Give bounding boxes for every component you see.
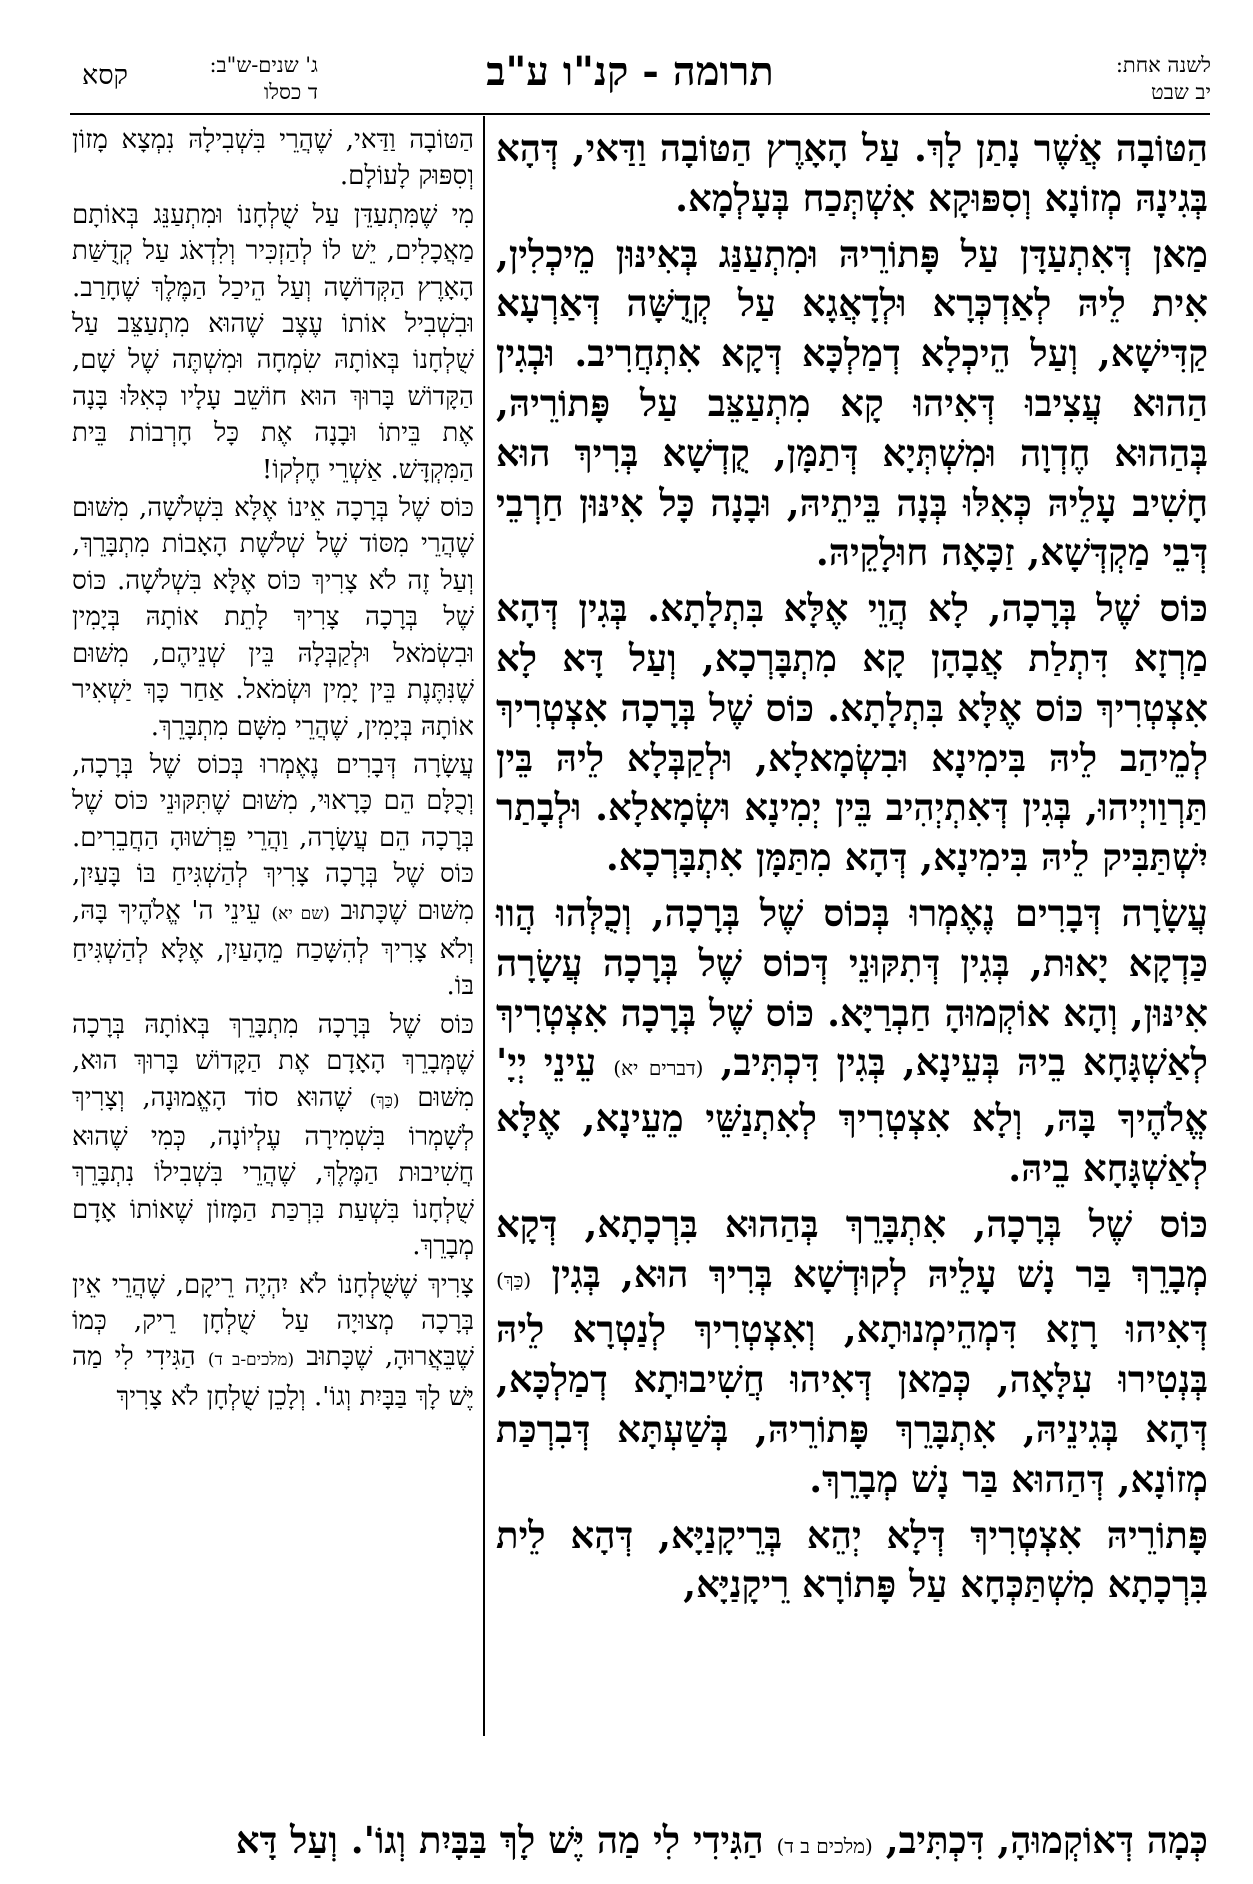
side-paragraph-text: הַטּוֹבָה וַדַּאי, שֶׁהֲרֵי בִּשְׁבִילָהּ נִמְצָא מָזוֹן וְסִפּוּק לָעוֹלָם. — [72, 125, 474, 192]
footer-text: הַגִּידִי לִי מַה יֶּשׁ לָךְ בַּבָּיִת וְגוֹ'. וְעַל דָּא — [235, 1818, 764, 1862]
main-paragraph — [496, 1200, 1208, 1505]
side-paragraph — [72, 490, 474, 745]
translation-column — [72, 122, 474, 1417]
header-schedule-three-years — [168, 52, 318, 106]
main-paragraph-text: הַטּוֹבָה אֲשֶׁר נָתַן לָךְ. עַל הָאָרֶץ הַטּוֹבָה וַדַּאי, דְּהָא בְּגִינָהּ מְזוֹנָא וְסִפּוּקָא אִשְׁתְּכַח בְּעָלְמָא. — [496, 126, 1208, 220]
side-paragraph-text: מִי שֶׁמִּתְעַדֵּן עַל שֻׁלְחָנוֹ וּמִתְעַנֵּג בְּאוֹתָם מַאֲכָלִים, יֵשׁ לוֹ לְהַזְכִּיר וְלִדְאֹג עַל קְדֻשַּׁת הָאָרֶץ הַקְּדוֹשָׁה וְעַל הֵיכַל הַמֶּלֶךְ שֶׁחָרַב. וּבִשְׁבִיל אוֹתוֹ עֶצֶב שֶׁהוּא מִתְעַצֵּב עַל שֻׁלְחָנוֹ בְּאוֹתָהּ שִׂמְחָה וּמִשְׁתֶּה שֶׁל שָׁם, הַקָּדוֹשׁ בָּרוּךְ הוּא חוֹשֵׁב עָלָיו כְּאִלּוּ בָּנָה אֶת בֵּיתוֹ וּבָנָה אֶת כָּל חָרְבוֹת בֵּית הַמִּקְדָּשׁ. אַשְׁרֵי חֶלְקוֹ! — [72, 199, 474, 485]
side-paragraph — [72, 1007, 474, 1265]
header-schedule-one-year — [1011, 52, 1211, 106]
verse-reference: (כַּךְ) — [369, 1090, 400, 1111]
side-paragraph — [72, 1267, 474, 1416]
side-paragraph-text: שֶׁהוּא סוֹד הָאֱמוּנָה, וְצָרִיךְ לְשָׁמְרוֹ בִּשְׁמִירָה עֶלְיוֹנָה, כְּמִי שֶׁהוּא חֲשִׁיבוּת הַמֶּלֶךְ, שֶׁהֲרֵי בִּשְׁבִילוֹ נִתְבָּרֵךְ שֻׁלְחָנוֹ בִּשְׁעַת בִּרְכַּת הַמָּזוֹן שֶׁאוֹתוֹ אָדָם מְבָרֵךְ. — [72, 1082, 474, 1262]
page-number: קסא — [82, 60, 129, 91]
main-paragraph — [496, 1511, 1208, 1611]
header-divider — [70, 113, 1210, 115]
header-left-line1: ג' שנים-ש"ב: — [209, 53, 318, 77]
side-paragraph-text: הַגִּידִי לִי מַה יֶּשׁ לָךְ בַּבָּיִת וְגוֹ'. וְלָכֵן שֻׁלְחָן לֹא צָרִיךְ — [72, 1342, 474, 1412]
side-paragraph-text: כּוֹס שֶׁל בְּרָכָה מִתְבָּרֵךְ בְּאוֹתָהּ בְּרָכָה שֶׁמְּבָרֵךְ הָאָדָם אֶת הַקָּדוֹשׁ בָּרוּךְ הוּא, מִשּׁוּם — [72, 1009, 475, 1113]
main-paragraph — [496, 584, 1208, 883]
header-left-line2: ד כסלו — [263, 80, 318, 104]
side-paragraph — [72, 197, 474, 488]
column-divider — [483, 116, 485, 1736]
main-paragraph-text: פָּתוֹרֵיהּ אִצְטְרִיךְ דְּלָא יְהֵא בְּרֵיקָנַיָּא, דְּהָא לֵית בִּרְכָתָא מִשְׁתַּכְּחָא עַל פָּתוֹרָא רֵיקָנַיָּא, — [496, 1512, 1208, 1607]
footer-text: כְּמָה דְּאוֹקְמוּהָ, דִּכְתִּיב, — [885, 1818, 1208, 1862]
verse-reference: (שם יא) — [271, 903, 330, 924]
main-paragraph-text: מַאן דְּאִתְעַדָּן עַל פָּתוֹרֵיהּ וּמִתְעַנַּג בְּאִינּוּן מֵיכְלִין, אִית לֵיהּ לְאַדְכְּרָא וּלְדָאֲגָא עַל קְדֻשָּׁה דְּאַרְעָא קַדִּישָׁא, וְעַל הֵיכְלָא דְמַלְכָּא דְּקָא אִתְחֲרִיב. וּבְגִין הַהוּא עֲצִיבוּ דְּאִיהוּ קָא מִתְעַצֵּב עַל פָּתוֹרֵיהּ, בְּהַהוּא חֶדְוָה וּמִשְׁתְּיָא דְּתַמָּן, קֻדְשָׁא בְּרִיךְ הוּא חָשִׁיב עָלֵיהּ כְּאִלּוּ בְּנָה בֵּיתֵיהּ, וּבָנָה כָּל אִינּוּן חַרְבֵי דְּבֵי מַקְדְּשָׁא, זַכָּאָה חוּלָקֵיהּ. — [496, 231, 1208, 575]
main-paragraph — [496, 124, 1208, 224]
main-paragraph-text: כּוֹס שֶׁל בְּרָכָה, אִתְבָּרֵךְ בְּהַהוּא בִּרְכָתָא, דְּקָא מְבָרֵךְ בַּר נָשׁ עָלֵיהּ לְקוּדְשָׁא בְּרִיךְ הוּא, בְּגִין — [496, 1201, 1208, 1296]
verse-reference: (מלכים-ב ד) — [207, 1350, 295, 1371]
side-paragraph-text: כּוֹס שֶׁל בְּרָכָה אֵינוֹ אֶלָּא בִּשְׁלֹשָׁה, מִשּׁוּם שֶׁהֲרֵי מִסּוֹד שֶׁל שְׁלֹשֶׁת הָאָבוֹת מִתְבָּרֵךְ, וְעַל זֶה לֹא צָרִיךְ כּוֹס אֶלָּא בִּשְׁלֹשָׁה. כּוֹס שֶׁל בְּרָכָה צָרִיךְ לָתֵת אוֹתָהּ בְּיָמִין וּבִשְׂמֹאל וּלְקַבְּלָהּ בֵּין שְׁנֵיהֶם, מִשּׁוּם שֶׁנִּתֶּנֶת בֵּין יָמִין וּשְׂמֹאל. אַחַר כָּךְ יַשְׁאִיר אוֹתָהּ בְּיָמִין, שֶׁהֲרֵי מִשָּׁם מִתְבָּרֵךְ. — [72, 493, 474, 742]
main-paragraph-text: כּוֹס שֶׁל בְּרָכָה, לָא הֲוֵי אֶלָּא בִּתְלָתָא. בְּגִין דְּהָא מַרְזָא דִּתְלַת אֲבָהָן קָא מִתְבָּרְכָא, וְעַל דָּא לָא אִצְטְרִיךְ כּוֹס אֶלָּא בִּתְלָתָא. כּוֹס שֶׁל בְּרָכָה אִצְטְרִיךְ לְמֵיהַב לֵיהּ בִּימִינָא וּבִשְׂמָאלָא, וּלְקַבְּלָא לֵיהּ בֵּין תַּרְוַויְיהוּ, בְּגִין דְּאִתְיְהִיב בֵּין יְמִינָא וּשְׂמָאלָא. וּלְבָתַר יִשְׁתַּבִּיק לֵיהּ בִּימִינָא, דְּהָא מִתַּמָּן אִתְבָּרְכָא. — [496, 586, 1208, 880]
main-paragraph-text: עֵינֵי יְיָ' אֱלֹהֶיךָ בָּהּ, וְלָא אִצְטְרִיךְ לְאִתְנַשֵּׁי מֵעֵינָא, אֶלָּא לְאַשְׁגָּחָא בֵיהּ. — [496, 1040, 1208, 1190]
main-paragraph-text: עֲשָׂרָה דְּבָרִים נֶאֶמְרוּ בְּכוֹס שֶׁל בְּרָכָה, וְכֻלְּהוּ הֲווּ כַּדְקָא יָאוּת, בְּגִין דְּתִקּוּנֵי דְּכוֹס שֶׁל בְּרָכָה עֲשָׂרָה אִינּוּן, וְהָא אוֹקְמוּהָ חַבְרַיָּא. כּוֹס שֶׁל בְּרָכָה אִצְטְרִיךְ לְאַשְׁגָּחָא בֵיהּ בְּעֵינָא, בְּגִין דִּכְתִּיב, — [496, 890, 1208, 1085]
side-paragraph-text: צָרִיךְ שֶׁשֻּׁלְחָנוֹ לֹא יִהְיֶה רֵיקָם, שֶׁהֲרֵי אֵין בְּרָכָה מְצוּיָה עַל שֻׁלְחָן רֵיק, כְּמוֹ שֶׁבֵּאֲרוּהָ, שֶׁכָּתוּב — [72, 1269, 475, 1373]
page-title: תרומה - קנ"ו ע"ב — [486, 48, 774, 95]
header-right-line2: יב שבט — [1151, 80, 1211, 104]
verse-reference: (כַּךְ) — [496, 1267, 532, 1292]
verse-reference: (דברים יא) — [613, 1056, 704, 1081]
main-paragraph — [496, 230, 1208, 579]
header-right-line1: לשנה אחת: — [1115, 53, 1211, 77]
side-paragraph-text: עֵינֵי ה' אֱלֹהֶיךָ בָּהּ, וְלֹא צָרִיךְ לְהִשָּׁכַח מֵהָעַיִן, אֶלָּא לְהַשְׁגִּיחַ בּוֹ. — [72, 895, 474, 1002]
side-paragraph — [72, 747, 474, 1005]
main-paragraph-text: דְּאִיהוּ רָזָא דִּמְהֵימְנוּתָא, וְאִצְטְרִיךְ לְנַטְרָא לֵיהּ בְּנְטִירוּ עִלָּאָה, כְּמַאן דְּאִיהוּ חֲשִׁיבוּתָא דְמַלְכָּא, דְּהָא בְּגִינֵיהּ, אִתְבָּרֵךְ פָּתוֹרֵיהּ, בְּשַׁעְתָּא דְּבִרְכַּת מְזוֹנָא, דְּהַהוּא בַּר נָשׁ מְבָרֵךְ. — [496, 1307, 1208, 1501]
side-paragraph-text: עֲשָׂרָה דְּבָרִים נֶאֶמְרוּ בְּכוֹס שֶׁל בְּרָכָה, וְכֻלָּם הֵם כָּרָאוּי, מִשּׁוּם שֶׁתִּקּוּנֵי כּוֹס שֶׁל בְּרָכָה הֵם עֲשָׂרָה, וַהֲרֵי פֵּרְשׁוּהָ הַחֲבֵרִים. כּוֹס שֶׁל בְּרָכָה צָרִיךְ לְהַשְׁגִּיחַ בּוֹ בָּעַיִן, מִשּׁוּם שֶׁכָּתוּב — [72, 749, 474, 926]
verse-reference: (מלכים ב ד) — [776, 1834, 873, 1858]
main-paragraph — [496, 889, 1208, 1194]
side-paragraph — [72, 122, 474, 195]
main-text-column — [496, 124, 1208, 1616]
footer-continuation-line — [72, 1818, 1208, 1863]
